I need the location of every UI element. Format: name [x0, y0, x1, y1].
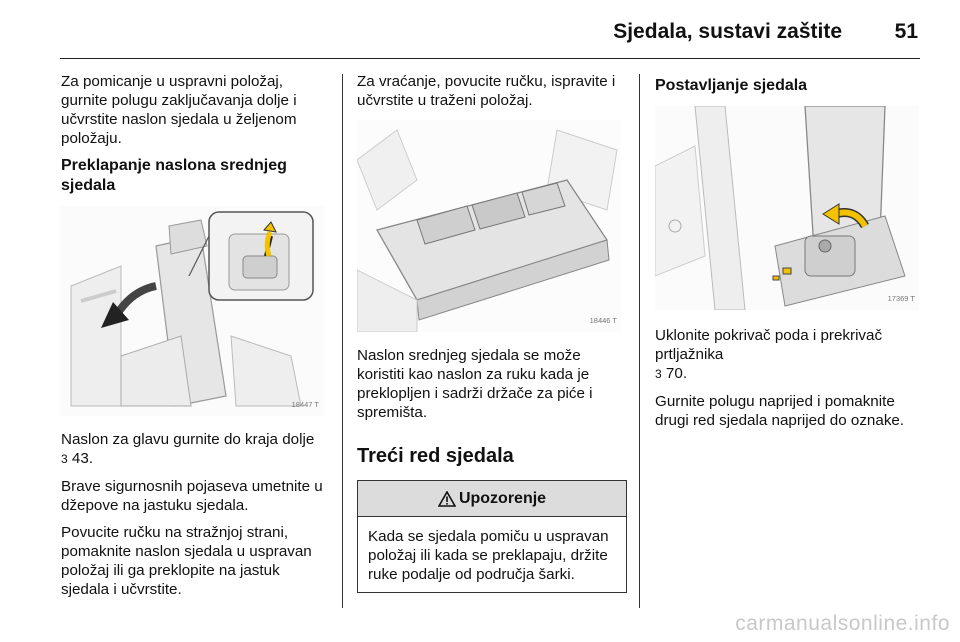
seat-lever-figure — [655, 106, 919, 310]
return-instructions: Za vraćanje, povucite ručku, ispravite i učvrstite u traženi položaj. — [357, 73, 616, 109]
figure-code: 17369 T — [887, 294, 915, 303]
lever-instruction: Gurnite polugu naprijed i pomaknite drugi red sjedala naprijed do oznake. — [655, 393, 905, 429]
figure-code: 18447 T — [291, 400, 319, 409]
armrest-illustration — [357, 120, 621, 332]
warning-text: Kada se sjedala pomiču u uspravan položaj ili kada se preklapaju, držite ruke podalje od područja šarki. — [368, 528, 609, 583]
warning-icon — [438, 491, 456, 507]
column-divider-1 — [342, 74, 343, 608]
third-row-heading: Treći red sjedala — [357, 445, 514, 467]
reference-arrow-icon: 3 — [655, 367, 662, 381]
belt-instruction: Brave sigurnosnih pojaseva umetnite u džepove na jastuku sjedala. — [61, 478, 323, 514]
headrest-instruction: Naslon za glavu gurnite do kraja dolje 3 43. — [61, 431, 315, 467]
armrest-description: Naslon srednjeg sjedala se može koristiti kao naslon za ruku kada je preklopljen i sadrži držače za piće i spremišta. — [357, 347, 593, 421]
upright-instructions: Za pomicanje u uspravni položaj, gurnite polugu zaključavanja dolje i učvrstite naslon sjedala u željenom položaju. — [61, 73, 297, 147]
fold-backrest-figure — [61, 206, 323, 416]
fold-middle-seat-heading: Preklapanje naslona srednjeg sjedala — [61, 157, 287, 194]
watermark: carmanualsonline.info — [735, 612, 950, 635]
armrest-figure — [357, 120, 621, 332]
page-number: 51 — [894, 20, 918, 43]
column-2 — [357, 72, 627, 593]
page-title: Sjedala, sustavi zaštite — [613, 20, 842, 43]
fold-backrest-illustration — [61, 206, 323, 416]
seat-lever-illustration — [655, 106, 919, 310]
column-3 — [655, 72, 925, 438]
warning-title: Upozorenje — [458, 490, 547, 507]
seat-position-heading: Postavljanje sjedala — [655, 77, 808, 94]
handle-instruction: Povucite ručku na stražnjoj strani, pomaknite naslon sjedala u uspravan položaj ili ga preklopite na jastuk sjedala i učvrstite. — [61, 524, 312, 598]
reference-arrow-icon: 3 — [61, 452, 68, 466]
figure-code: 18446 T — [589, 316, 617, 325]
column-1 — [61, 72, 331, 607]
cover-instruction: Uklonite pokrivač poda i prekrivač prtljažnika 3 70. — [655, 327, 883, 382]
page-header — [0, 0, 960, 60]
warning-header — [358, 481, 626, 517]
column-divider-2 — [639, 74, 640, 608]
warning-box — [357, 480, 627, 593]
header-divider — [60, 58, 920, 59]
